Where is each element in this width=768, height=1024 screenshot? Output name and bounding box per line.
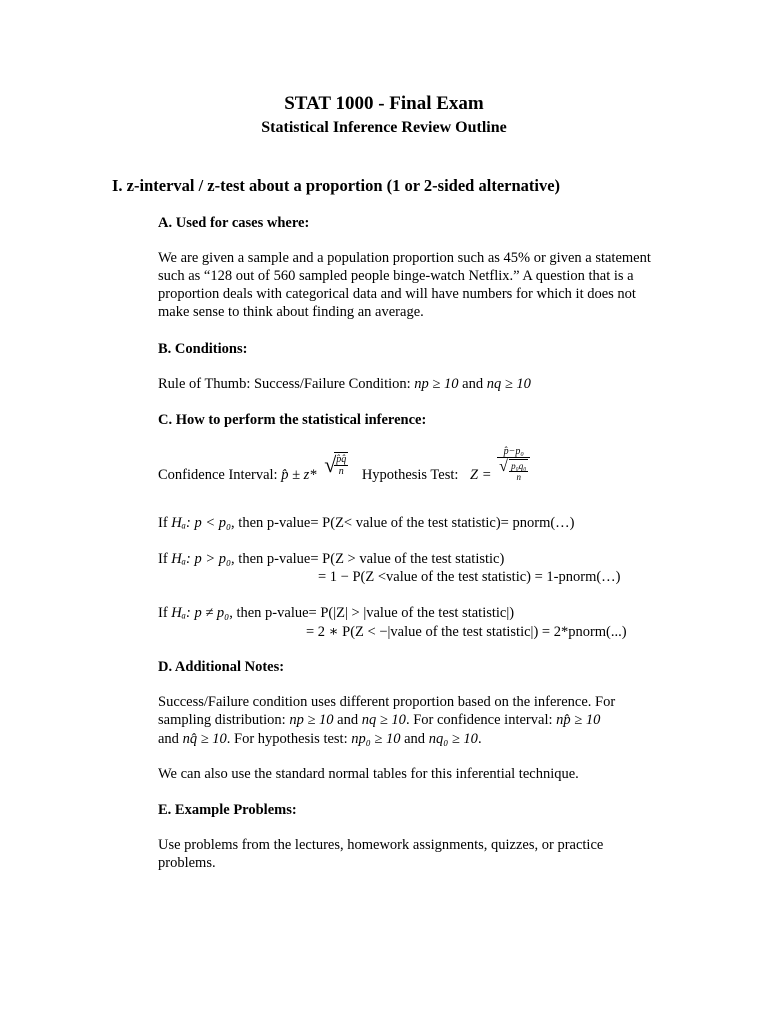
notes-math: nq̂ ≥ 10	[182, 731, 227, 747]
conditions-label: Rule of Thumb: Success/Failure Condition:	[158, 376, 415, 392]
if-text: If	[158, 605, 172, 621]
notes-math: nq₀ ≥ 10	[428, 731, 478, 747]
conditions-and: and	[458, 376, 487, 392]
ht-lhs: Z =	[470, 467, 492, 484]
notes-math: np ≥ 10	[289, 712, 334, 728]
notes-text: .	[477, 731, 482, 747]
notes-line-3	[158, 730, 482, 748]
if-text: If	[158, 515, 172, 531]
ha-less: Hₐ: p < p₀	[171, 515, 232, 531]
subsection-e-heading: E. Example Problems:	[158, 802, 297, 818]
ht-frac-num: p̂−p₀	[497, 446, 530, 458]
document-title: STAT 1000 - Final Exam	[284, 93, 484, 114]
notes-text: sampling distribution:	[158, 712, 290, 728]
notes-line-2	[158, 711, 600, 729]
then-text: , then p-value=	[231, 551, 323, 567]
ha-greater: Hₐ: p > p₀	[171, 551, 232, 567]
pvalue-greater-expr: P(Z > value of the test statistic)	[322, 551, 505, 567]
pvalue-noteq-expr: P(|Z| > |value of the test statistic|)	[320, 605, 515, 621]
formulas-line	[158, 446, 530, 494]
if-text: If	[158, 551, 172, 567]
then-text: , then p-value=	[231, 515, 323, 531]
ht-label: Hypothesis Test:	[361, 467, 459, 484]
ci-sqrt: √ $\frac{p̂q̂}{n}$	[324, 451, 347, 477]
ci-frac-num: p̂q̂	[336, 453, 347, 465]
ci-expression: p̂ ± z*	[281, 467, 317, 484]
pvalue-less-line	[158, 514, 575, 532]
notes-math: nq ≥ 10	[361, 712, 406, 728]
notes-text-2: We can also use the standard normal tables for this inferential technique.	[158, 766, 579, 782]
ci-label: Confidence Interval:	[158, 467, 282, 484]
ht-inner-den: n	[516, 472, 522, 482]
subsection-a-heading: A. Used for cases where:	[158, 215, 310, 231]
pvalue-greater-line	[158, 550, 504, 568]
subsection-d-heading: D. Additional Notes:	[158, 659, 285, 675]
subsection-a-text: We are given a sample and a population proportion such as 45% or given a statement such as “128 out of 560 sampled people binge-watch Netflix.” A question that is a proportion deals with categorical data and will have numbers for which it does not make sense to think about finding an average.	[158, 250, 651, 320]
notes-text: . For confidence interval:	[405, 712, 557, 728]
pvalue-noteq-line	[158, 604, 514, 622]
ha-noteq: Hₐ: p ≠ p₀	[171, 605, 230, 621]
pvalue-greater-expr2: = 1 − P(Z <value of the test statistic) = 1-pnorm(…)	[318, 569, 621, 585]
pvalue-less-expr: P(Z< value of the test statistic)= pnorm(…)	[322, 515, 575, 531]
section-heading: I. z-interval / z-test about a proportion (1 or 2-sided alternative)	[112, 176, 561, 195]
subsection-b-heading: B. Conditions:	[158, 341, 248, 357]
pvalue-noteq-expr2: = 2 ∗ P(Z < −|value of the test statistic|) = 2*pnorm(...)	[306, 624, 627, 640]
notes-math: np₀ ≥ 10	[351, 731, 401, 747]
then-text: , then p-value=	[229, 605, 321, 621]
subsection-e-text: Use problems from the lectures, homework assignments, quizzes, or practice problems.	[158, 837, 604, 871]
ci-frac-den: n	[338, 465, 344, 477]
conditions-line	[158, 375, 531, 393]
ht-fraction: p̂−p₀ √ $\frac{\text{p₀q₀}}{n}$	[497, 446, 530, 482]
notes-text: and	[158, 731, 183, 747]
document-subtitle: Statistical Inference Review Outline	[261, 119, 507, 136]
notes-text: . For hypothesis test:	[226, 731, 352, 747]
condition-np: np ≥ 10	[414, 376, 459, 392]
condition-nq: nq ≥ 10	[486, 376, 531, 392]
notes-text: and	[400, 731, 429, 747]
subsection-c-heading: C. How to perform the statistical inference:	[158, 412, 427, 428]
notes-text: and	[333, 712, 362, 728]
notes-math: np̂ ≥ 10	[556, 712, 601, 728]
notes-line-1: Success/Failure condition uses different proportion based on the inference. For	[158, 694, 616, 710]
ht-inner-num: p₀q₀	[511, 461, 527, 471]
